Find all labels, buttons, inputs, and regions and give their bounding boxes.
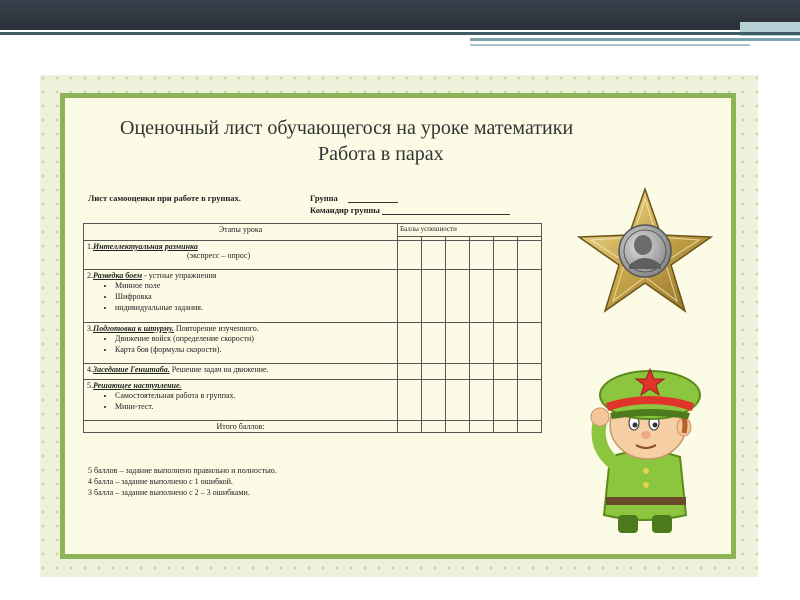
stage-bullets bbox=[87, 280, 394, 313]
commander-blank-line bbox=[382, 206, 510, 215]
score-cell bbox=[518, 380, 542, 421]
list-item: • Мини-тест. bbox=[115, 401, 394, 412]
stage-cell bbox=[84, 270, 398, 323]
stage-cell bbox=[84, 323, 398, 364]
soldier-boy-icon bbox=[580, 337, 710, 537]
score-cell bbox=[398, 241, 422, 270]
score-cell bbox=[494, 380, 518, 421]
top-header-bar bbox=[0, 0, 800, 30]
list-item: • Карта боя (формулы скорости). bbox=[115, 344, 394, 355]
scores-header: Баллы успешности bbox=[398, 224, 542, 237]
score-cell bbox=[518, 270, 542, 323]
stage-description: Повторение изученного. bbox=[173, 324, 259, 333]
score-cell bbox=[518, 323, 542, 364]
stage-number: 2. bbox=[87, 271, 93, 280]
group-label: Группа bbox=[310, 193, 338, 203]
star-medal-icon bbox=[575, 185, 715, 315]
stage-description: Решение задач на движение. bbox=[169, 365, 269, 374]
header-rule-tertiary bbox=[470, 44, 750, 46]
grading-note: 5 баллов – задание выполнено правильно и полностью. bbox=[88, 466, 277, 475]
sheet-subtitle: Работа в парах bbox=[318, 143, 444, 165]
table-row bbox=[84, 270, 542, 323]
table-row bbox=[84, 380, 542, 421]
score-cell bbox=[446, 323, 470, 364]
score-cell bbox=[470, 270, 494, 323]
score-cell bbox=[422, 421, 446, 433]
score-cell bbox=[518, 241, 542, 270]
score-cell bbox=[398, 421, 422, 433]
total-row bbox=[84, 421, 542, 433]
score-cell bbox=[494, 323, 518, 364]
grading-note: 3 балла – задание выполнено с 2 – 3 ошибками. bbox=[88, 488, 250, 497]
stages-table bbox=[83, 223, 542, 433]
stage-title: Решающее наступление. bbox=[93, 381, 182, 390]
score-cell bbox=[422, 241, 446, 270]
stage-number: 1. bbox=[87, 242, 93, 251]
table-header-row bbox=[84, 224, 542, 237]
score-cell bbox=[446, 270, 470, 323]
stage-subtitle: (экспресс – опрос) bbox=[187, 251, 251, 260]
score-cell bbox=[470, 380, 494, 421]
stage-title: Заседание Генштаба. bbox=[93, 365, 170, 374]
stage-number: 4. bbox=[87, 365, 93, 374]
score-cell bbox=[422, 380, 446, 421]
score-cell bbox=[398, 364, 422, 380]
list-item: • Движение войск (определение скорости) bbox=[115, 333, 394, 344]
header-rule bbox=[0, 32, 800, 35]
score-cell bbox=[422, 270, 446, 323]
score-cell bbox=[494, 270, 518, 323]
table-row bbox=[84, 323, 542, 364]
sheet-title: Оценочный лист обучающегося на уроке математики bbox=[120, 117, 574, 139]
stage-number: 5. bbox=[87, 381, 93, 390]
score-cell bbox=[446, 380, 470, 421]
score-cell bbox=[518, 364, 542, 380]
score-cell bbox=[470, 421, 494, 433]
evaluation-sheet-card bbox=[40, 75, 758, 577]
stage-bullets bbox=[87, 333, 394, 355]
list-item: • индивидуальные задания. bbox=[115, 302, 394, 313]
stage-title: Интеллектуальная разминка bbox=[93, 242, 198, 251]
score-cell bbox=[446, 421, 470, 433]
group-field bbox=[310, 193, 398, 203]
stage-title: Подготовка к штурму. bbox=[93, 324, 174, 333]
stages-header: Этапы урока bbox=[84, 224, 398, 241]
commander-field bbox=[310, 205, 510, 215]
score-cell bbox=[422, 364, 446, 380]
list-item: • Самостоятельная работа в группах. bbox=[115, 390, 394, 401]
score-cell bbox=[398, 323, 422, 364]
score-cell bbox=[470, 323, 494, 364]
score-cell bbox=[494, 241, 518, 270]
table-row bbox=[84, 364, 542, 380]
score-cell bbox=[494, 364, 518, 380]
table-row bbox=[84, 241, 542, 270]
score-cell bbox=[494, 421, 518, 433]
score-cell bbox=[518, 421, 542, 433]
grading-note: 4 балла – задание выполнено с 1 ошибкой. bbox=[88, 477, 233, 486]
list-item: • Минное поле bbox=[115, 280, 394, 291]
score-cell bbox=[422, 323, 446, 364]
stage-cell bbox=[84, 364, 398, 380]
score-cell bbox=[446, 241, 470, 270]
stage-title: Разведка боем bbox=[93, 271, 143, 280]
score-cell bbox=[398, 270, 422, 323]
total-label: Итого баллов: bbox=[84, 421, 398, 433]
stage-description: - устные упражнения bbox=[142, 271, 217, 280]
stage-bullets bbox=[87, 390, 394, 412]
stage-cell bbox=[84, 241, 398, 270]
stage-number: 3. bbox=[87, 324, 93, 333]
commander-label: Командир группы bbox=[310, 205, 380, 215]
header-rule-secondary bbox=[470, 38, 800, 41]
score-cell bbox=[398, 380, 422, 421]
score-cell bbox=[470, 364, 494, 380]
list-item: • Шифровка bbox=[115, 291, 394, 302]
group-blank-line bbox=[348, 194, 398, 203]
self-eval-label: Лист самооценки при работе в группах. bbox=[88, 193, 241, 203]
stage-cell bbox=[84, 380, 398, 421]
score-cell bbox=[470, 241, 494, 270]
score-cell bbox=[446, 364, 470, 380]
